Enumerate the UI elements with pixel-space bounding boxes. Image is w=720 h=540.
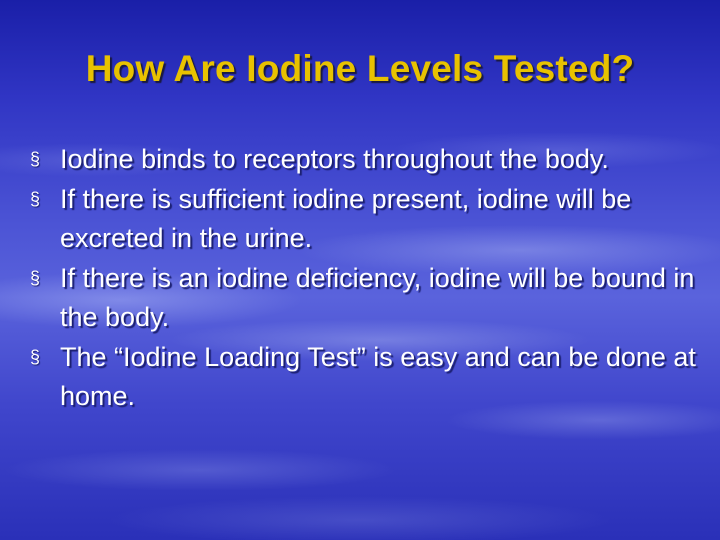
bullet-marker-icon: §: [30, 149, 41, 169]
bullet-marker-icon: §: [30, 188, 41, 209]
bullet-list: [30, 140, 698, 417]
bullet-text: If there is sufficient iodine present, iodine will be excreted in the urine.: [60, 183, 632, 253]
bullet-text: The “Iodine Loading Test” is easy and can be done at home.: [60, 341, 696, 411]
bullet-item: [30, 180, 698, 259]
bullet-marker-icon: §: [30, 346, 41, 367]
slide-title: How Are Iodine Levels Tested?: [85, 48, 635, 89]
bullet-text: If there is an iodine deficiency, iodine will be bound in the body.: [60, 262, 695, 332]
bullet-item: [30, 338, 698, 417]
bullet-item: [30, 259, 698, 338]
bullet-item: [30, 140, 698, 180]
bullet-text: Iodine binds to receptors throughout the body.: [60, 144, 609, 174]
bullet-marker-icon: §: [30, 267, 41, 288]
